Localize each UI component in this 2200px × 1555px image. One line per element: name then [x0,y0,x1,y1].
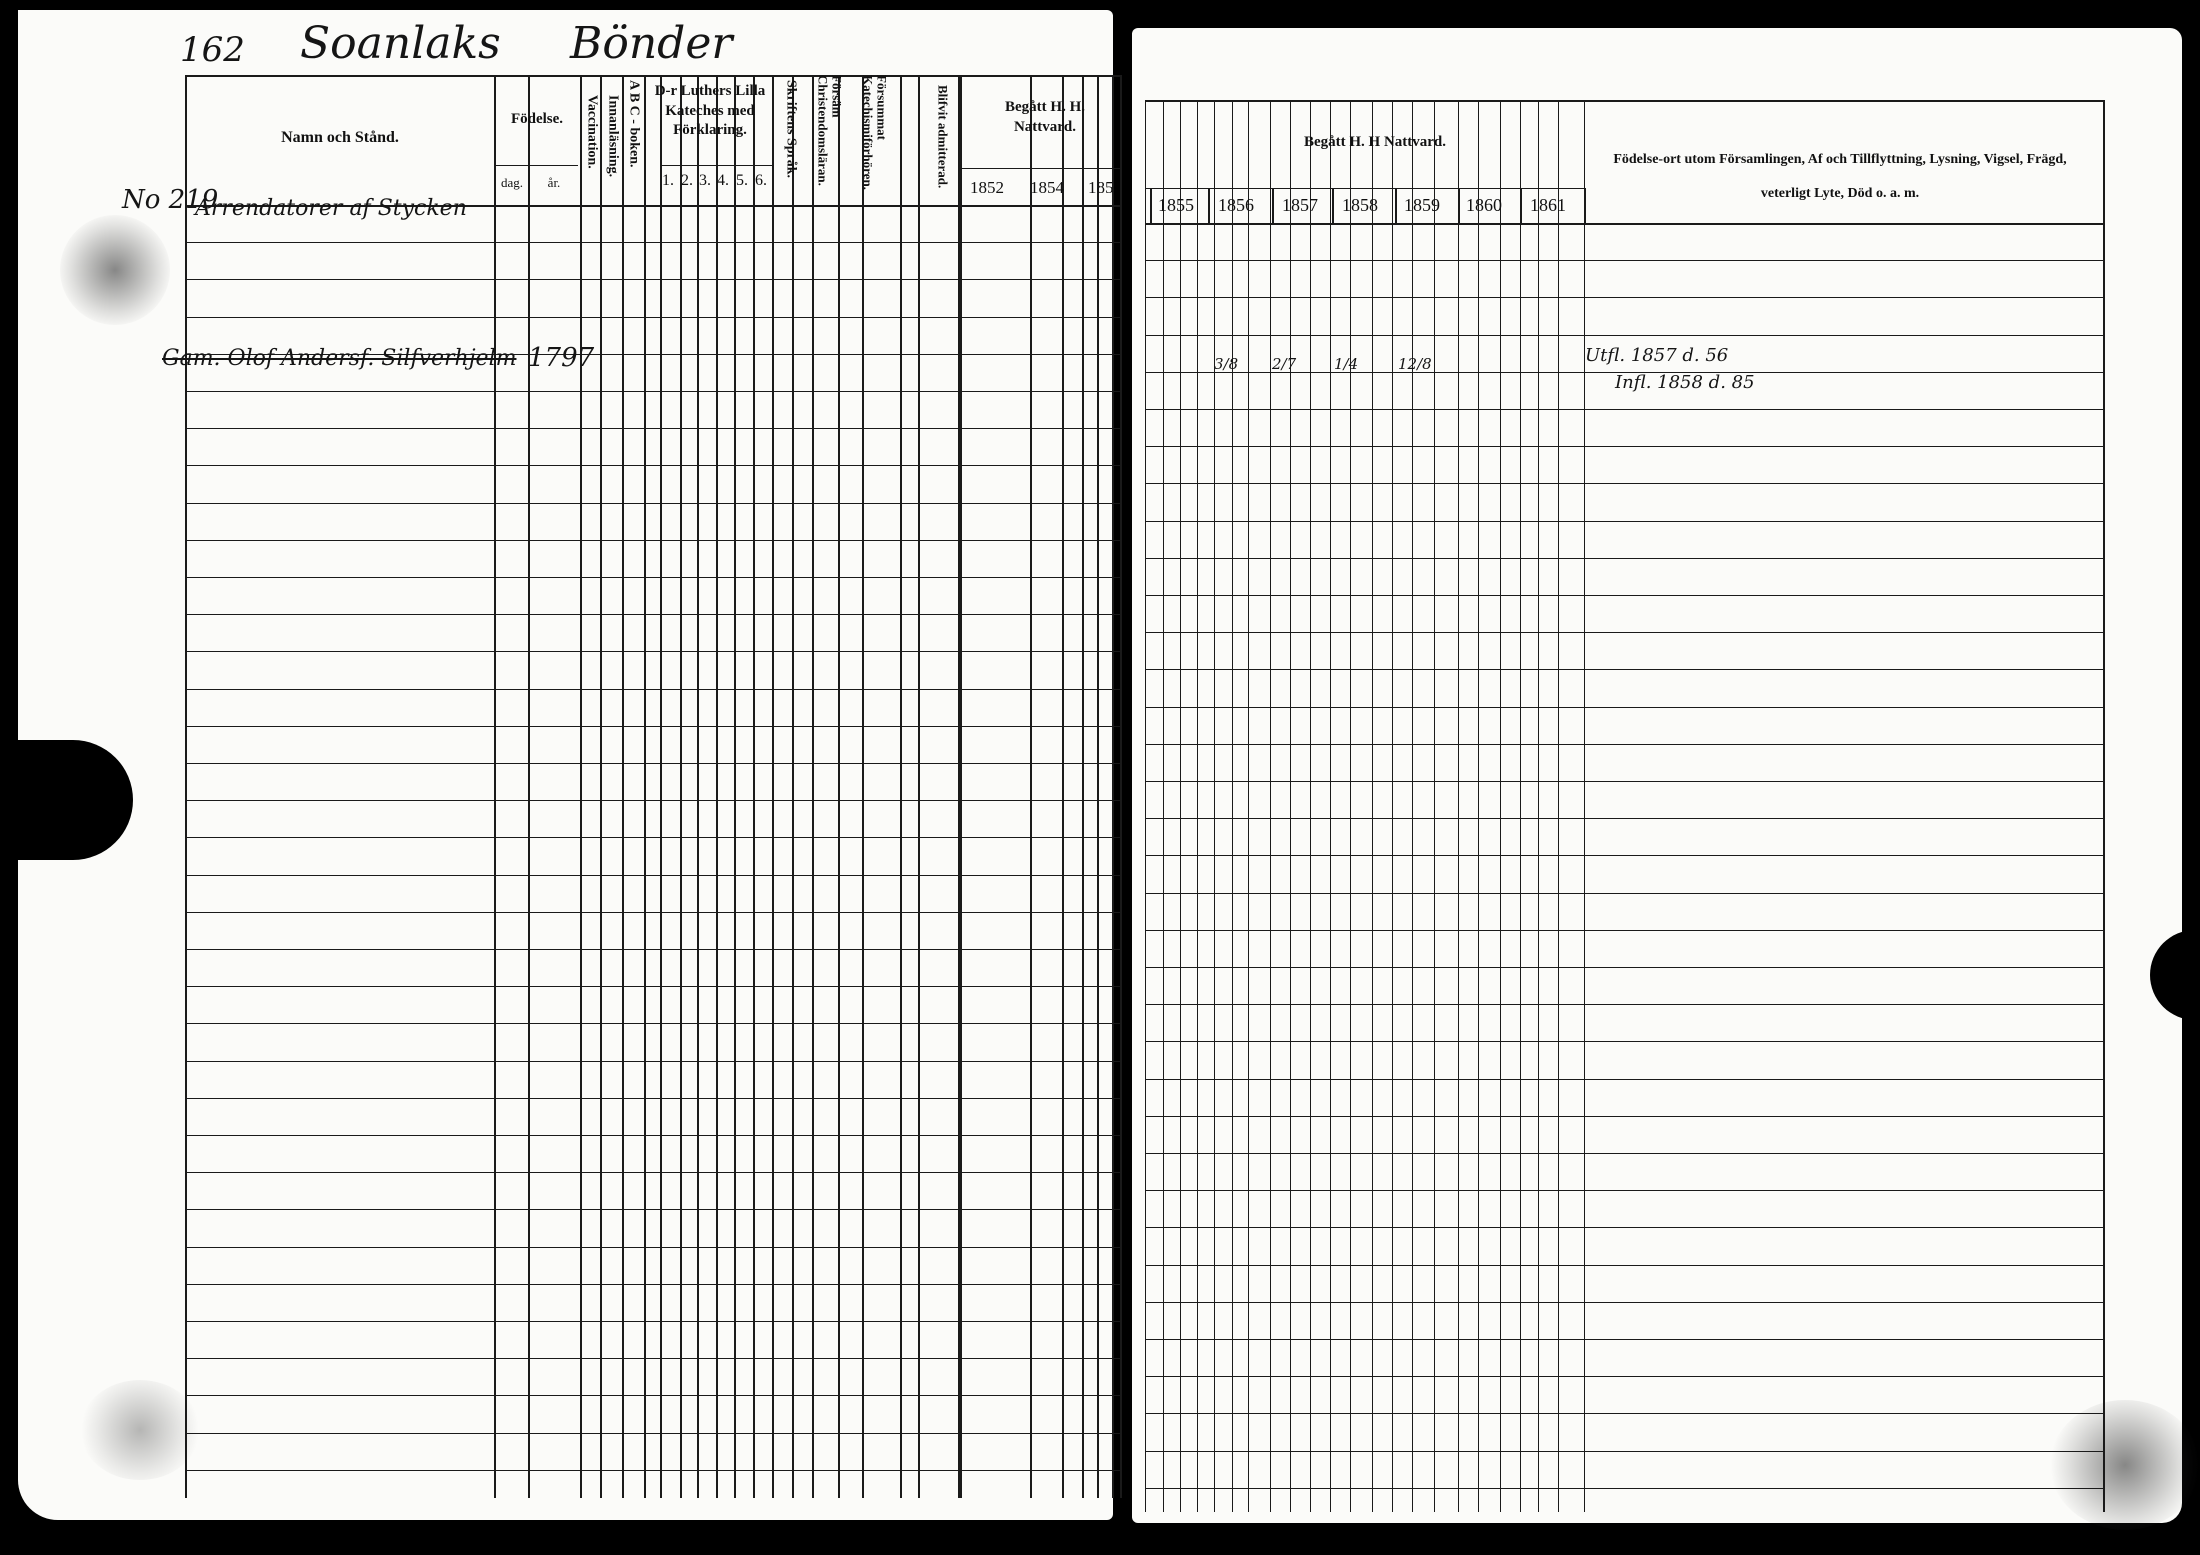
column-rule [1458,100,1459,1512]
header-birth-day: dag. [500,175,524,190]
row-rule [1145,1004,2103,1005]
ink-stain [80,1380,200,1480]
column-rule [1180,100,1181,1512]
column-rule [1478,100,1479,1512]
catechism-part-label: 5. [736,172,748,189]
row-rule [1145,1153,2103,1154]
catechism-part-label: 3. [699,172,711,189]
header-admitted: Blifvit admitterad. [935,85,951,189]
catechism-part-label: 2. [681,172,693,189]
communion-year-label: 1858 [1342,195,1378,215]
column-rule [1310,100,1311,1512]
row-rule [1145,1339,2103,1340]
communion-year-label: 1856 [1218,195,1254,215]
row-rule [185,503,1122,504]
column-rule [1232,100,1233,1512]
row-rule [1145,409,2103,410]
village-name: Soanlaks [300,18,501,69]
header-birth-year: år. [547,175,561,190]
row-rule [185,1209,1122,1210]
column-rule [1412,100,1413,1512]
entry-remark: Infl. 1858 d. 85 [1615,372,1755,393]
header-vaccination: Vaccination. [584,95,600,169]
row-rule [1145,781,2103,782]
row-rule [1145,335,2103,336]
year-divider [1332,188,1334,223]
row-rule [185,242,1122,243]
row-rule [185,726,1122,727]
row-rule [1145,967,2103,968]
row-rule [1145,855,2103,856]
row-rule [185,1321,1122,1322]
header-reading: Innanläsning. [605,95,621,178]
row-rule [1145,818,2103,819]
row-rule [1145,260,2103,261]
row-rule [185,651,1122,652]
year-divider [1208,188,1210,223]
column-rule [1538,100,1539,1512]
row-rule [185,1247,1122,1248]
column-rule [1350,100,1351,1512]
year-divider [1520,188,1522,223]
row-rule [1145,744,2103,745]
ink-stain [60,215,170,325]
year-divider [1150,188,1152,223]
communion-year-label: 185 [1088,178,1114,197]
header-rule [660,165,772,166]
column-rule [1520,100,1521,1512]
left-page [18,10,1113,1520]
row-rule [185,800,1122,801]
row-rule [185,1395,1122,1396]
communion-year-label: 1854 [1030,178,1064,197]
row-rule [185,577,1122,578]
entry-remark: Utfl. 1857 d. 56 [1585,345,1729,366]
row-rule [1145,558,2103,559]
communion-year-label: 1857 [1282,195,1318,215]
column-rule [1330,100,1331,1512]
communion-mark: 12/8 [1398,355,1432,373]
row-rule [185,763,1122,764]
row-rule [185,837,1122,838]
catechism-part-label: 1. [662,172,674,189]
year-divider [1395,188,1397,223]
entry-birth-year: 1797 [528,343,595,373]
row-rule [1145,1376,2103,1377]
header-catechism: D-r Luthers Lilla Kateches med Förklaring. [654,83,766,138]
row-rule [185,949,1122,950]
row-rule [185,912,1122,913]
column-rule [1434,100,1435,1512]
row-rule [185,1135,1122,1136]
year-divider [1584,188,1586,223]
row-rule [1145,1451,2103,1452]
header-missed: Försummat Katechismiförhören. [860,75,890,190]
year-divider [1458,188,1460,223]
row-rule [1145,297,2103,298]
row-rule [185,465,1122,466]
row-rule [185,1284,1122,1285]
page-edge-tear [18,740,133,860]
row-rule [1145,632,2103,633]
column-rule [1163,100,1164,1512]
header-birth: Födelse. [510,111,564,127]
header-abc: A B C - boken. [626,80,642,168]
column-rule [1248,100,1249,1512]
column-rule [1290,100,1291,1512]
row-rule [185,317,1122,318]
row-rule [185,540,1122,541]
column-rule [1500,100,1501,1512]
column-rule [1558,100,1559,1512]
header-rule [494,165,578,166]
row-rule [1145,1116,2103,1117]
communion-mark: 1/4 [1334,355,1359,373]
row-rule [185,1470,1122,1471]
header-remarks: Födelse-ort utom Församlingen, Af och Tillflyttning, Lysning, Vigsel, Frägd, veterligt Lyte, Död o. a. m. [1613,152,2067,201]
row-rule [185,1023,1122,1024]
row-rule [1145,521,2103,522]
row-rule [185,614,1122,615]
column-rule [1392,100,1393,1512]
row-rule [185,1358,1122,1359]
row-rule [1145,930,2103,931]
row-rule [1145,1079,2103,1080]
header-communion-left: Begått H. H. Nattvard. [1005,99,1085,135]
row-rule [185,1172,1122,1173]
header-christianity: Försäm Christendomsläran. [815,75,845,186]
header-communion-right: Begått H. H Nattvard. [1303,134,1447,150]
row-rule [1145,446,2103,447]
header-scripture: Skriftens Språk. [783,80,799,179]
column-rule [1584,100,1585,1512]
row-rule [185,1061,1122,1062]
row-rule [1145,707,2103,708]
column-rule [1214,100,1215,1512]
row-rule [185,1098,1122,1099]
year-divider [1272,188,1274,223]
entry-number: No 219 [122,185,219,215]
table-border [1145,100,2103,102]
category-name: Bönder [570,18,733,69]
header-rule [1145,223,2103,225]
row-rule [1145,669,2103,670]
communion-mark: 3/8 [1214,355,1239,373]
ink-stain [2050,1400,2200,1530]
table-border [185,75,1122,77]
row-rule [1145,1041,2103,1042]
row-rule [185,689,1122,690]
catechism-part-label: 6. [755,172,767,189]
communion-year-label: 1859 [1404,195,1440,215]
column-rule [1372,100,1373,1512]
row-rule [1145,1413,2103,1414]
row-rule [1145,1302,2103,1303]
communion-year-label: 1861 [1530,195,1566,215]
row-rule [185,279,1122,280]
row-rule [185,391,1122,392]
column-rule [1145,100,1146,1512]
row-rule [1145,1227,2103,1228]
header-rule [958,168,1122,169]
communion-year-label: 1860 [1466,195,1502,215]
row-rule [1145,483,2103,484]
communion-year-label: 1852 [970,178,1004,197]
communion-year-label: 1855 [1158,195,1194,215]
table-border [2103,100,2105,1512]
header-name: Namn och Stånd. [281,129,399,146]
row-rule [185,428,1122,429]
row-rule [1145,1488,2103,1489]
page-number: 162 [180,30,245,70]
row-rule [185,986,1122,987]
row-rule [1145,893,2103,894]
column-rule [1197,100,1198,1512]
communion-mark: 2/7 [1272,355,1297,373]
row-rule [1145,1190,2103,1191]
row-rule [185,1433,1122,1434]
entry-name: Arrendatorer af Stycken [195,196,467,221]
catechism-part-label: 4. [717,172,729,189]
row-rule [1145,595,2103,596]
header-rule [1145,188,1585,189]
entry-name: Gam. Olof Andersf. Silfverhjelm [162,346,517,371]
row-rule [185,875,1122,876]
row-rule [1145,1265,2103,1266]
column-rule [1270,100,1271,1512]
